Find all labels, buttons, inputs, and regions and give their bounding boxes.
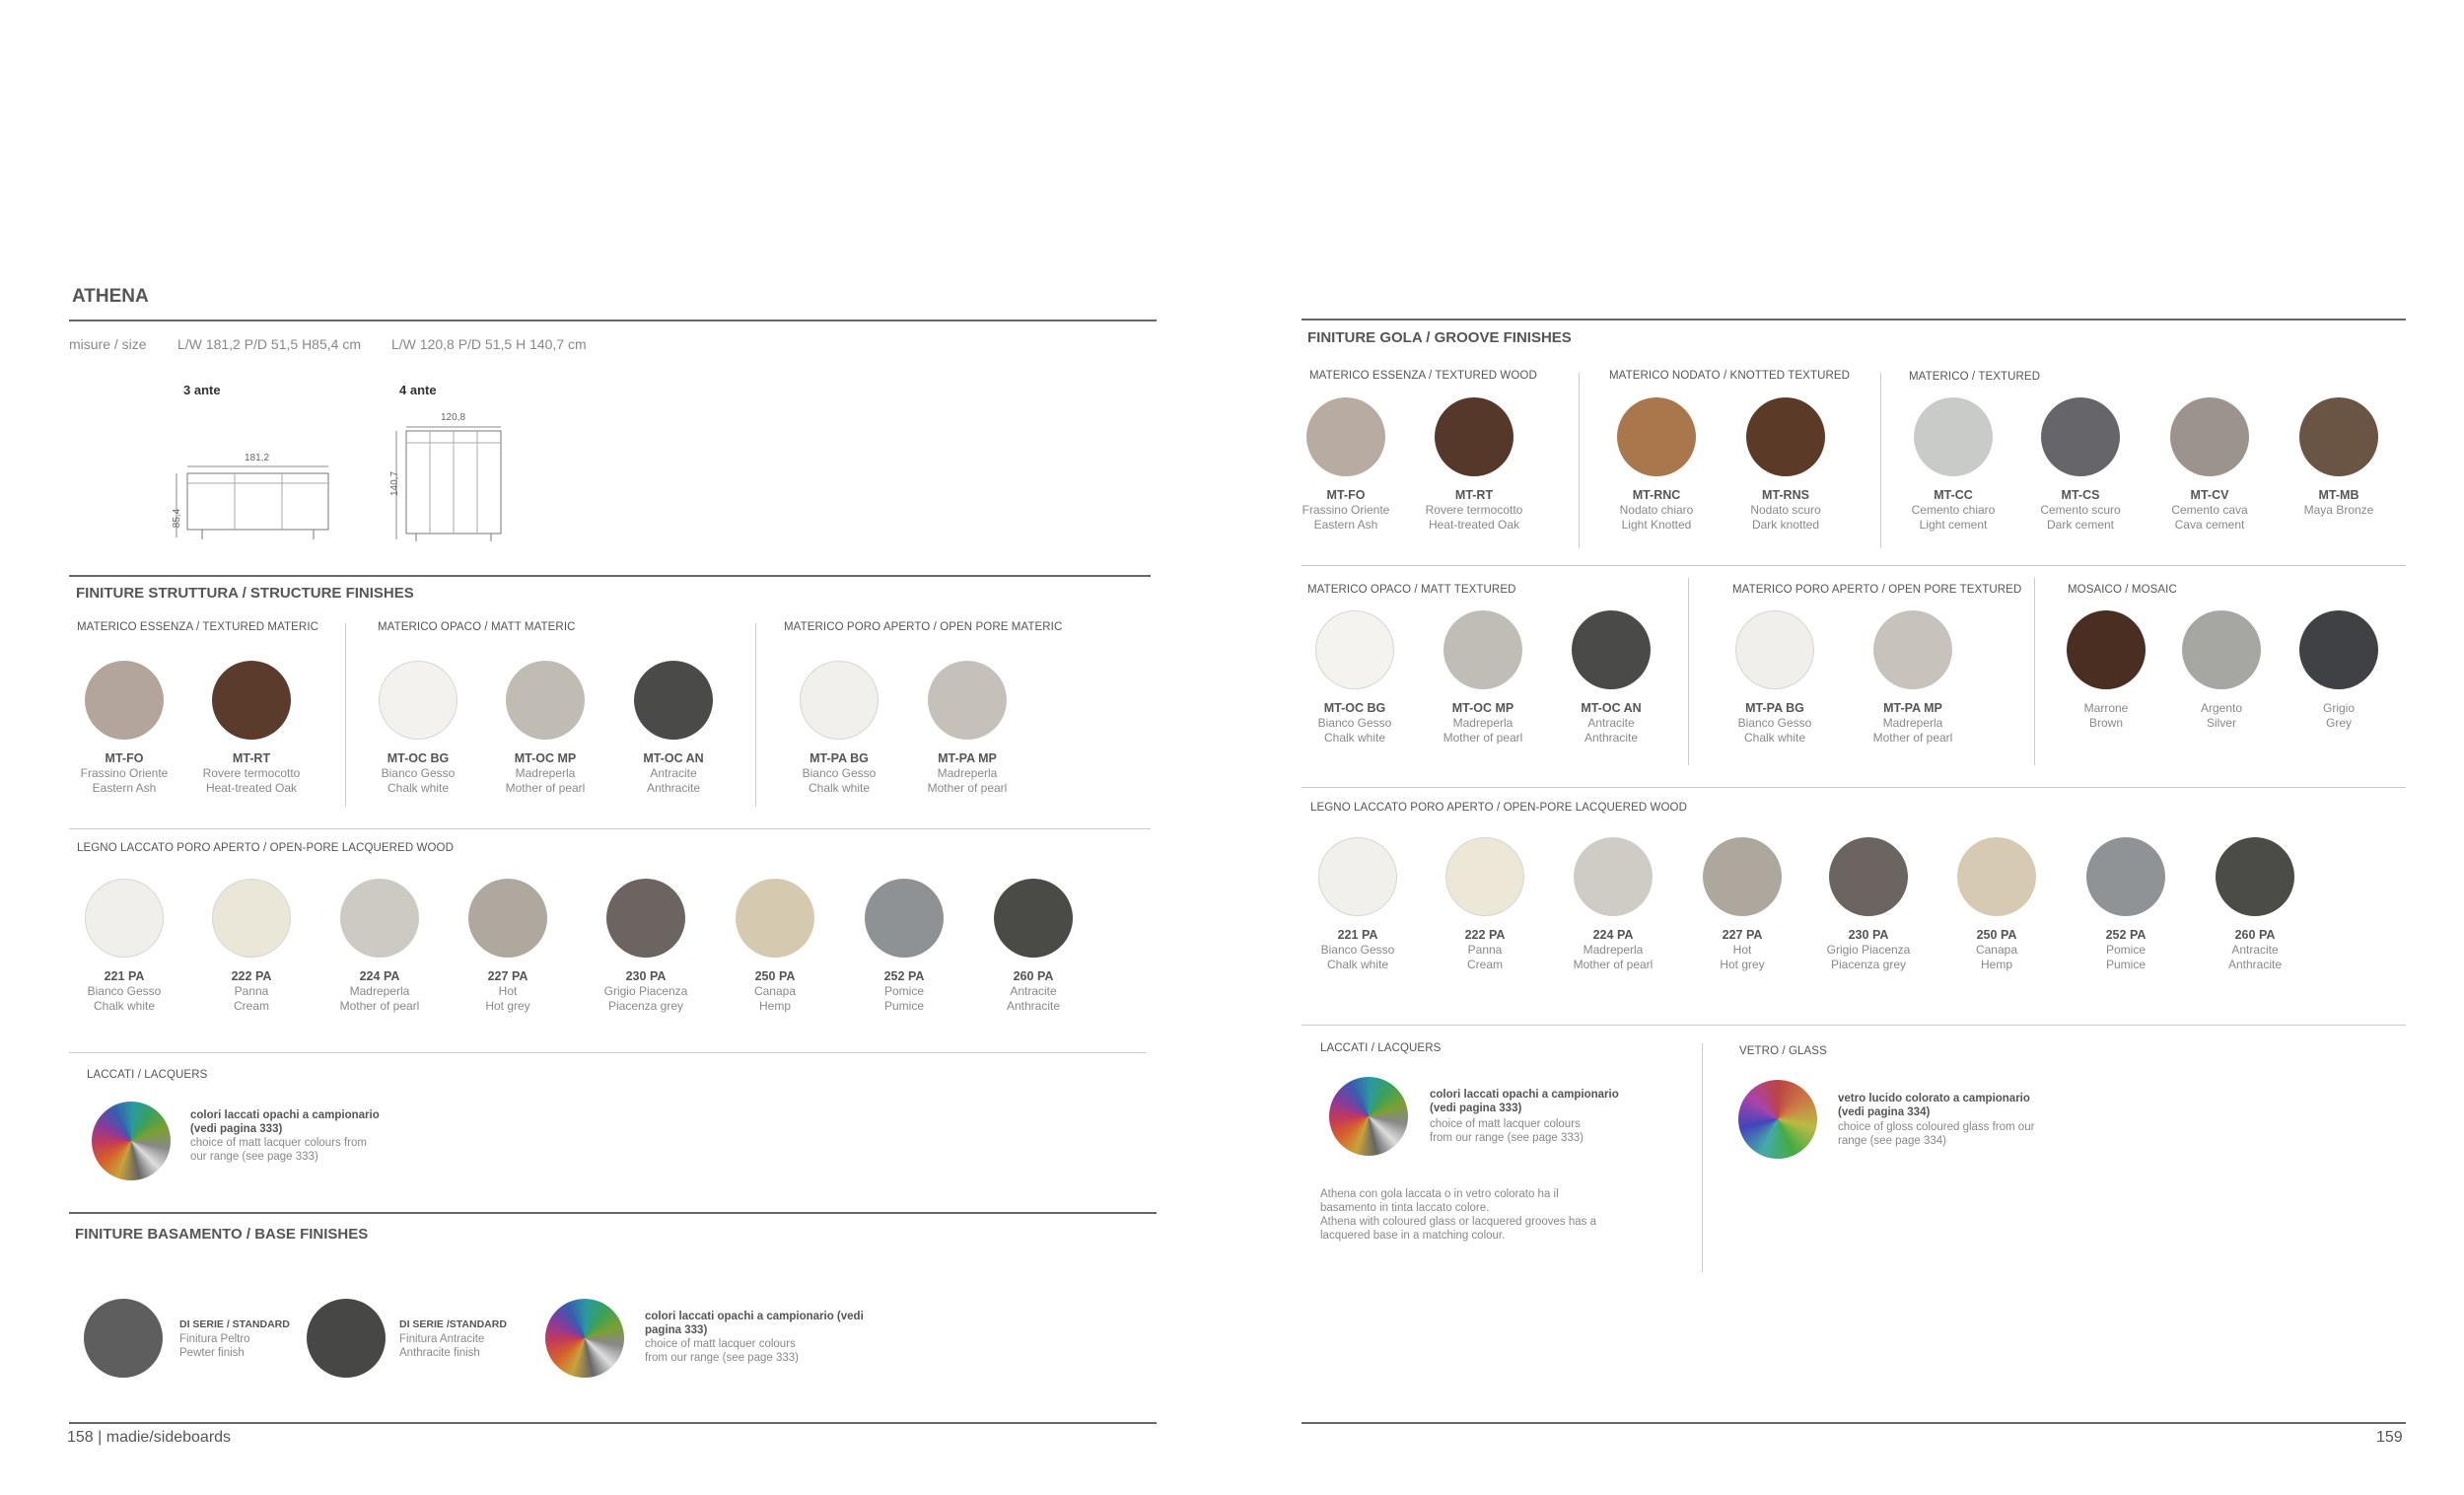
- divider: [1302, 1422, 2406, 1424]
- swatch-name: Anthracite: [2227, 958, 2283, 971]
- swatch-code: MT-MB: [2318, 488, 2359, 502]
- swatch-code: 250 PA: [1976, 928, 2017, 942]
- swatch-name: Eastern Ash: [1313, 518, 1378, 532]
- swatch-circle: [2216, 837, 2294, 916]
- swatch-name: Nodato scuro: [1750, 503, 1821, 517]
- swatch-circle: [85, 879, 164, 958]
- swatch-code: 224 PA: [359, 969, 400, 983]
- swatch-circle: [1746, 397, 1825, 476]
- subsection-title: MATERICO NODATO / KNOTTED TEXTURED: [1609, 370, 1851, 382]
- swatch-name: Panna: [1467, 943, 1503, 957]
- swatch-name: Hot: [1732, 943, 1752, 957]
- swatch-code: MT-CC: [1934, 488, 1973, 502]
- base-finish-it: Finitura Antracite: [399, 1333, 485, 1345]
- athena-base-note: Athena con gola laccata o in vetro colorato ha il basamento in tinta laccato colore. Athena with coloured glass or lacquered grooves has a lacquered base in a matching colour.: [1320, 1188, 1597, 1242]
- finish-swatch: [1390, 397, 1558, 533]
- swatch-code: 227 PA: [487, 969, 528, 983]
- swatch-name: Chalk white: [1743, 731, 1806, 745]
- divider: [69, 320, 1157, 321]
- subsection-title: MATERICO / TEXTURED: [1909, 371, 2041, 383]
- swatch-name: Mother of pearl: [1872, 731, 1953, 745]
- swatch-circle: [1873, 610, 1952, 689]
- swatch-name: Madreperla: [1452, 716, 1514, 730]
- swatch-name: Madreperla: [515, 766, 576, 780]
- swatch-circle: [928, 661, 1007, 740]
- finish-swatch: [1527, 610, 1695, 746]
- subsection-title: MATERICO PORO APERTO / OPEN PORE TEXTURED: [1732, 584, 2022, 596]
- left-footer: 158 | madie/sideboards: [67, 1429, 232, 1446]
- base-finish-it: Finitura Peltro: [179, 1333, 250, 1345]
- swatch-name: Nodato chiaro: [1619, 503, 1694, 517]
- lacquers-note: choice of matt lacquer colours from our range (see page 333): [1430, 1118, 1584, 1144]
- swatch-circle: [1315, 610, 1394, 689]
- swatch-name: Bianco Gesso: [381, 766, 456, 780]
- swatch-code: MT-FO: [105, 751, 144, 765]
- right-footer: 159: [2376, 1429, 2403, 1446]
- swatch-code: MT-RNC: [1632, 488, 1681, 502]
- swatch-name: Antracite: [1587, 716, 1635, 730]
- swatch-name: Grigio: [2322, 701, 2355, 715]
- swatch-name: Madreperla: [1882, 716, 1943, 730]
- swatch-name: Chalk white: [808, 781, 871, 795]
- finish-swatch: [2255, 610, 2423, 731]
- subsection-title: LACCATI / LACQUERS: [87, 1069, 208, 1081]
- finish-swatch: [950, 879, 1117, 1014]
- base-finishes-title: FINITURE BASAMENTO / BASE FINISHES: [75, 1226, 369, 1243]
- swatch-name: Chalk white: [1326, 958, 1389, 971]
- swatch-circle: [2067, 610, 2146, 689]
- groove-finishes-title: FINITURE GOLA / GROOVE FINISHES: [1307, 329, 1572, 346]
- swatch-circle: [2041, 397, 2120, 476]
- swatch-circle: [2299, 610, 2378, 689]
- finish-swatch: [2255, 397, 2423, 518]
- size-3-doors: L/W 181,2 P/D 51,5 H85,4 cm: [177, 336, 361, 352]
- divider: [1302, 565, 2406, 566]
- swatch-name: Bianco Gesso: [1317, 716, 1392, 730]
- finish-swatch: [883, 661, 1051, 796]
- swatch-name: Mother of pearl: [927, 781, 1008, 795]
- swatch-name: Hemp: [1980, 958, 2012, 971]
- swatch-code: MT-PA BG: [810, 751, 869, 765]
- swatch-name: Cemento scuro: [2040, 503, 2121, 517]
- swatch-name: Bianco Gesso: [87, 984, 162, 998]
- swatch-circle: [1829, 837, 1908, 916]
- subsection-title: LACCATI / LACQUERS: [1320, 1042, 1442, 1054]
- swatch-code: MT-RNS: [1762, 488, 1809, 502]
- swatch-name: Rovere termocotto: [202, 766, 301, 780]
- swatch-name: Hot: [498, 984, 518, 998]
- swatch-circle: [1617, 397, 1696, 476]
- swatch-code: 230 PA: [625, 969, 667, 983]
- swatch-name: Grigio Piacenza: [1826, 943, 1911, 957]
- swatch-code: 222 PA: [1464, 928, 1506, 942]
- swatch-circle: [2086, 837, 2165, 916]
- swatch-name: Pumice: [2105, 958, 2146, 971]
- sideboard-3-doors-drawing: [163, 449, 340, 547]
- base-pewter-swatch: [84, 1299, 163, 1378]
- swatch-circle: [1957, 837, 2036, 916]
- structure-finishes-title: FINITURE STRUTTURA / STRUCTURE FINISHES: [76, 585, 414, 602]
- swatch-name: Antracite: [1010, 984, 1057, 998]
- swatch-circle: [634, 661, 713, 740]
- swatch-code: 222 PA: [231, 969, 272, 983]
- base-standard-label: DI SERIE /STANDARD: [399, 1318, 507, 1330]
- finish-swatch: [1829, 610, 1997, 746]
- swatch-name: Chalk white: [1323, 731, 1386, 745]
- finish-swatch: [168, 661, 335, 796]
- swatch-name: Hot grey: [1720, 958, 1765, 971]
- swatch-name: Grey: [2325, 716, 2352, 730]
- swatch-name: Rovere termocotto: [1425, 503, 1523, 517]
- separator: [1702, 1043, 1703, 1272]
- swatch-name: Hot grey: [485, 999, 530, 1013]
- swatch-code: MT-OC AN: [1581, 701, 1642, 715]
- swatch-code: MT-PA MP: [1883, 701, 1942, 715]
- swatch-name: Eastern Ash: [92, 781, 157, 795]
- swatch-circle: [2170, 397, 2249, 476]
- swatch-name: Pumice: [883, 999, 924, 1013]
- swatch-circle: [212, 879, 291, 958]
- swatch-name: Canapa: [753, 984, 797, 998]
- swatch-code: MT-OC BG: [387, 751, 450, 765]
- size-label: misure / size: [69, 336, 147, 352]
- swatch-circle: [1306, 397, 1385, 476]
- divider: [1302, 1025, 2406, 1026]
- swatch-name: Grigio Piacenza: [603, 984, 688, 998]
- subsection-title: LEGNO LACCATO PORO APERTO / OPEN-PORE LACQUERED WOOD: [1310, 802, 1688, 814]
- swatch-name: Cemento cava: [2171, 503, 2248, 517]
- swatch-name: Piacenza grey: [607, 999, 684, 1013]
- base-lacquer-note: choice of matt lacquer colours from our range (see page 333): [645, 1338, 799, 1364]
- swatch-name: Frassino Oriente: [1302, 503, 1390, 517]
- swatch-code: 230 PA: [1848, 928, 1889, 942]
- swatch-name: Bianco Gesso: [1737, 716, 1812, 730]
- finish-swatch: [1702, 397, 1869, 533]
- swatch-code: 227 PA: [1722, 928, 1763, 942]
- swatch-circle: [1574, 837, 1653, 916]
- subsection-title: MATERICO PORO APERTO / OPEN PORE MATERIC: [784, 621, 1063, 633]
- swatch-code: 224 PA: [1592, 928, 1634, 942]
- lacquer-colours-swatch: [1329, 1077, 1408, 1156]
- swatch-code: MT-OC MP: [1451, 701, 1514, 715]
- base-finish-en: Pewter finish: [179, 1347, 245, 1359]
- swatch-code: MT-OC AN: [643, 751, 704, 765]
- swatch-name: Anthracite: [646, 781, 701, 795]
- swatch-name: Pomice: [883, 984, 924, 998]
- subsection-title: MOSAICO / MOSAIC: [2068, 584, 2177, 596]
- swatch-name: Brown: [2088, 716, 2123, 730]
- swatch-circle: [1318, 837, 1397, 916]
- swatch-name: Cava cement: [2174, 518, 2245, 532]
- swatch-circle: [506, 661, 585, 740]
- swatch-code: MT-OC MP: [514, 751, 577, 765]
- swatch-name: Light cement: [1919, 518, 1988, 532]
- swatch-code: MT-RT: [1454, 488, 1494, 502]
- swatch-circle: [1435, 397, 1514, 476]
- height-3-dim: 85,4: [172, 508, 183, 529]
- swatch-name: Heat-treated Oak: [205, 781, 298, 795]
- swatch-circle: [1703, 837, 1782, 916]
- subsection-title: MATERICO ESSENZA / TEXTURED MATERIC: [77, 621, 319, 633]
- swatch-code: MT-PA MP: [938, 751, 997, 765]
- drawing-3-label: 3 ante: [183, 383, 221, 397]
- swatch-name: Dark knotted: [1751, 518, 1820, 532]
- swatch-name: Heat-treated Oak: [1428, 518, 1520, 532]
- subsection-title: MATERICO ESSENZA / TEXTURED WOOD: [1309, 370, 1537, 382]
- swatch-name: Cream: [1466, 958, 1503, 971]
- subsection-title: LEGNO LACCATO PORO APERTO / OPEN-PORE LACQUERED WOOD: [77, 842, 455, 854]
- swatch-circle: [865, 879, 944, 958]
- sideboard-4-doors-drawing: [385, 409, 513, 547]
- width-3-dim: 181,2: [245, 453, 270, 463]
- swatch-name: Madreperla: [937, 766, 998, 780]
- swatch-circle: [736, 879, 814, 958]
- glass-note: choice of gloss coloured glass from our range (see page 334): [1838, 1121, 2035, 1147]
- swatch-circle: [85, 661, 164, 740]
- glass-bold-note: vetro lucido colorato a campionario (vedi pagina 334): [1838, 1093, 2030, 1118]
- swatch-name: Cream: [233, 999, 269, 1013]
- swatch-code: MT-PA BG: [1745, 701, 1804, 715]
- swatch-name: Mother of pearl: [505, 781, 586, 795]
- swatch-name: Silver: [2206, 716, 2236, 730]
- subsection-title: MATERICO OPACO / MATT MATERIC: [378, 621, 576, 633]
- swatch-circle: [1445, 837, 1524, 916]
- finish-swatch: [590, 661, 757, 796]
- swatch-circle: [340, 879, 419, 958]
- swatch-circle: [606, 879, 685, 958]
- swatch-name: Hemp: [758, 999, 791, 1013]
- swatch-name: Light Knotted: [1621, 518, 1692, 532]
- drawing-4-label: 4 ante: [399, 383, 437, 397]
- swatch-circle: [212, 661, 291, 740]
- swatch-name: Mother of pearl: [1443, 731, 1523, 745]
- swatch-name: Panna: [234, 984, 269, 998]
- divider: [69, 1422, 1157, 1424]
- subsection-title: MATERICO OPACO / MATT TEXTURED: [1307, 584, 1516, 596]
- divider: [69, 828, 1151, 829]
- swatch-code: 260 PA: [2234, 928, 2276, 942]
- product-title: ATHENA: [72, 286, 149, 307]
- swatch-code: MT-OC BG: [1323, 701, 1386, 715]
- swatch-name: Mother of pearl: [339, 999, 420, 1013]
- swatch-circle: [1914, 397, 1993, 476]
- base-anthracite-swatch: [307, 1299, 386, 1378]
- divider: [1302, 787, 2406, 788]
- swatch-circle: [2182, 610, 2261, 689]
- swatch-name: Madreperla: [1583, 943, 1644, 957]
- swatch-circle: [800, 661, 879, 740]
- swatch-code: 252 PA: [883, 969, 925, 983]
- swatch-circle: [1735, 610, 1814, 689]
- swatch-name: Maya Bronze: [2303, 503, 2374, 517]
- swatch-circle: [1572, 610, 1651, 689]
- swatch-name: Bianco Gesso: [802, 766, 877, 780]
- swatch-code: MT-FO: [1326, 488, 1366, 502]
- swatch-code: 252 PA: [2105, 928, 2147, 942]
- swatch-name: Piacenza grey: [1830, 958, 1907, 971]
- base-standard-label: DI SERIE / STANDARD: [179, 1318, 290, 1330]
- base-finish-en: Anthracite finish: [399, 1347, 480, 1359]
- swatch-name: Mother of pearl: [1573, 958, 1654, 971]
- swatch-code: MT-CV: [2190, 488, 2229, 502]
- swatch-code: 250 PA: [754, 969, 796, 983]
- divider: [69, 1212, 1157, 1214]
- swatch-circle: [379, 661, 458, 740]
- width-4-dim: 120,8: [441, 412, 466, 423]
- swatch-name: Frassino Oriente: [80, 766, 169, 780]
- swatch-name: Antracite: [2231, 943, 2279, 957]
- swatch-code: 221 PA: [104, 969, 145, 983]
- swatch-name: Canapa: [1975, 943, 2018, 957]
- swatch-name: Bianco Gesso: [1320, 943, 1395, 957]
- swatch-name: Chalk white: [93, 999, 156, 1013]
- swatch-circle: [994, 879, 1073, 958]
- swatch-name: Cemento chiaro: [1911, 503, 1996, 517]
- swatch-name: Marrone: [2083, 701, 2129, 715]
- glass-colours-swatch: [1738, 1080, 1817, 1159]
- swatch-code: MT-RT: [232, 751, 271, 765]
- swatch-name: Anthracite: [1584, 731, 1639, 745]
- swatch-name: Pomice: [2105, 943, 2146, 957]
- lacquer-colours-swatch: [92, 1102, 171, 1180]
- height-4-dim: 140,7: [389, 470, 401, 497]
- base-lacquer-swatch: [545, 1299, 624, 1378]
- swatch-name: Madreperla: [349, 984, 410, 998]
- subsection-title: VETRO / GLASS: [1739, 1045, 1827, 1057]
- swatch-circle: [2299, 397, 2378, 476]
- divider: [1302, 319, 2406, 320]
- lacquers-bold-note: colori laccati opachi a campionario (vedi pagina 333): [190, 1109, 380, 1135]
- finish-swatch: [2171, 837, 2339, 972]
- lacquers-bold-note: colori laccati opachi a campionario (vedi pagina 333): [1430, 1089, 1619, 1114]
- swatch-code: 260 PA: [1013, 969, 1054, 983]
- swatch-name: Argento: [2200, 701, 2243, 715]
- swatch-name: Anthracite: [1006, 999, 1061, 1013]
- divider: [69, 1052, 1147, 1053]
- swatch-circle: [1443, 610, 1522, 689]
- size-4-doors: L/W 120,8 P/D 51,5 H 140,7 cm: [391, 336, 587, 352]
- swatch-name: Dark cement: [2046, 518, 2115, 532]
- base-lacquer-bold: colori laccati opachi a campionario (vedi pagina 333): [645, 1311, 864, 1336]
- swatch-code: MT-CS: [2061, 488, 2100, 502]
- swatch-circle: [468, 879, 547, 958]
- swatch-name: Chalk white: [387, 781, 450, 795]
- divider: [69, 575, 1151, 577]
- swatch-code: 221 PA: [1337, 928, 1378, 942]
- lacquers-note: choice of matt lacquer colours from our range (see page 333): [190, 1137, 367, 1163]
- swatch-name: Antracite: [650, 766, 697, 780]
